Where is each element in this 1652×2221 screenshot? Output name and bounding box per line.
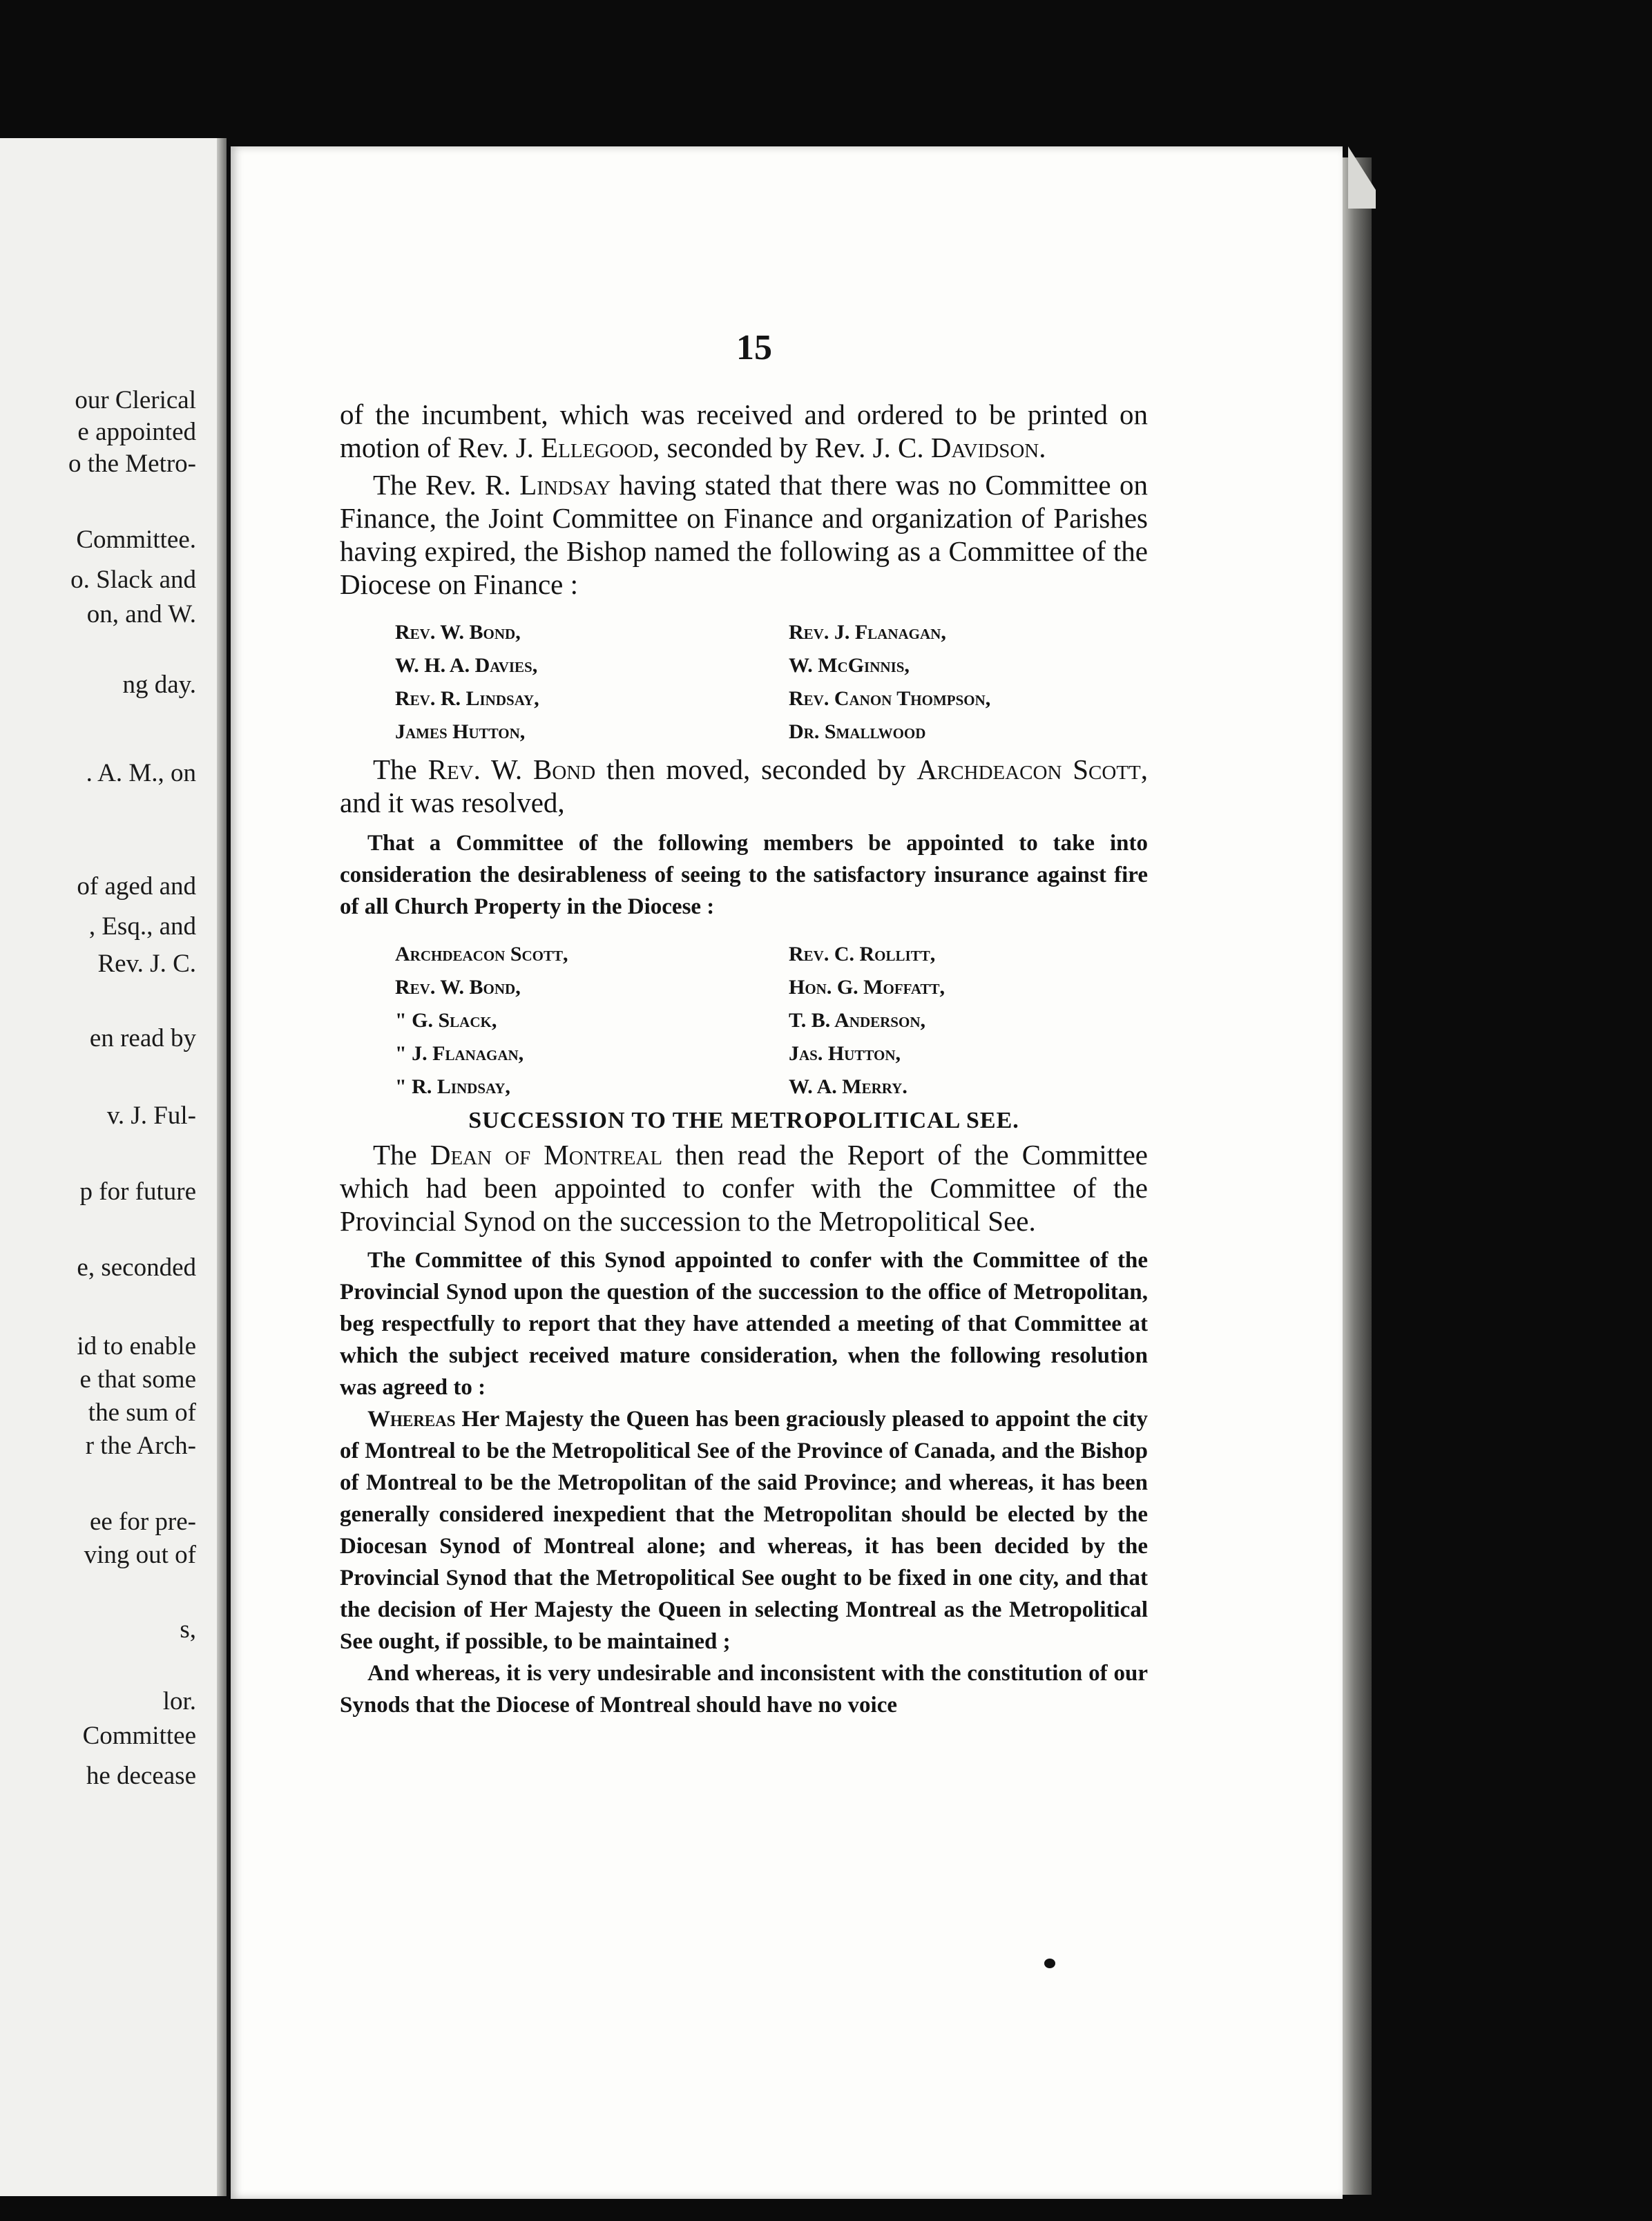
left-page-line: ng day. xyxy=(122,671,196,699)
left-page-line: r the Arch- xyxy=(85,1432,196,1460)
committee-member: " G. Slack, xyxy=(395,1009,497,1032)
committee-member: Rev. W. Bond, xyxy=(395,621,521,644)
left-page-line: e that some xyxy=(79,1365,196,1394)
paragraph-7: Whereas Her Majesty the Queen has been graciously pleased to appoint the city of Montreal to be the Metropolitical See of the Province of Canada, and the Bishop of Montreal to be the Metropolitan of the said Province; and whereas, it has been generally considered inexpedient that the Metropolitan should be elected by the Diocesan Synod of Montreal alone; and whereas, it has been decided by the Provincial Synod that the Metropolitical See ought to be fixed in one city, and that the decision of Her Majesty the Queen in selecting Montreal as the Metropolitical See ought, if possible, to be maintained ; xyxy=(340,1407,1148,1654)
left-page-line: o the Metro- xyxy=(68,450,196,478)
paragraph-5: The Dean of Montreal then read the Report of the Committee which had been appointed to confer with the Committee of the Provincial Synod on the succession to the Metropolitical See. xyxy=(340,1139,1148,1237)
paragraph-8: And whereas, it is very undesirable and inconsistent with the constitution of our Synods that the Diocese of Montreal should have no voice xyxy=(340,1661,1148,1718)
left-page-line: ee for pre- xyxy=(89,1508,196,1536)
committee-member: Dr. Smallwood xyxy=(789,720,926,743)
left-page-line: e, seconded xyxy=(77,1253,196,1282)
committee-member: James Hutton, xyxy=(395,720,526,743)
page-edge xyxy=(1343,157,1372,2195)
book-spine xyxy=(217,138,227,2196)
paragraph-6: The Committee of this Synod appointed to confer with the Committee of the Provincial Synod upon the question of the succession to the office of Metropolitan, beg respectfully to report that they have attended a meeting of that Committee at which the subject received mature consideration, when the following resolution was agreed to : xyxy=(340,1248,1148,1400)
left-page-line: our Clerical xyxy=(75,386,196,414)
page-content xyxy=(340,398,1148,1721)
name-lindsay: Lindsay xyxy=(519,469,611,501)
left-page-line: he decease xyxy=(86,1762,196,1790)
committee-member: Rev. Canon Thompson, xyxy=(789,687,991,710)
committee-member: Rev. J. Flanagan, xyxy=(789,621,946,644)
committee-member: Rev. R. Lindsay, xyxy=(395,687,539,710)
left-page-line: . A. M., on xyxy=(86,759,196,787)
name-ellegood: Ellegood xyxy=(541,432,653,463)
left-page-line: Committee. xyxy=(76,526,196,554)
section-heading: SUCCESSION TO THE METROPOLITICAL SEE. xyxy=(468,1108,1019,1133)
left-page-line: p for future xyxy=(79,1177,196,1206)
committee-member: Rev. W. Bond, xyxy=(395,976,521,999)
committee-member: " J. Flanagan, xyxy=(395,1042,524,1065)
left-page-line: e appointed xyxy=(77,418,196,446)
committee-member: Hon. G. Moffatt, xyxy=(789,976,945,999)
left-page-line: v. J. Ful- xyxy=(106,1102,196,1130)
left-page-line: , Esq., and xyxy=(88,912,196,941)
paragraph-2: The Rev. R. Lindsay having stated that there was no Committee on Finance, the Joint Committee on Finance and organization of Parishes having expired, the Bishop named the following as a Committee of the Diocese on Finance : xyxy=(340,469,1148,600)
committee-member: Rev. C. Rollitt, xyxy=(789,943,936,965)
committee-member: T. B. Anderson, xyxy=(789,1009,925,1032)
name-davidson: Davidson xyxy=(930,432,1039,463)
page-number: 15 xyxy=(736,328,772,367)
committee-member: W. H. A. Davies, xyxy=(395,654,538,677)
left-page-line: on, and W. xyxy=(86,600,196,628)
page-corner xyxy=(1348,146,1376,209)
left-page-line: lor. xyxy=(162,1687,196,1715)
whereas-word: Whereas xyxy=(367,1407,456,1432)
left-page-line: o. Slack and xyxy=(70,566,196,594)
left-page-line: en read by xyxy=(89,1024,196,1052)
committee-member: Jas. Hutton, xyxy=(789,1042,901,1065)
left-page-line: the sum of xyxy=(88,1398,196,1427)
committee-member: " R. Lindsay, xyxy=(395,1075,510,1098)
committee-member: Archdeacon Scott, xyxy=(395,943,568,965)
insurance-committee-list xyxy=(395,938,1148,1104)
left-page-line: s, xyxy=(180,1615,196,1644)
finance-committee-list xyxy=(395,616,1148,749)
committee-member: W. McGinnis, xyxy=(789,654,910,677)
left-page xyxy=(0,138,227,2196)
ink-speck xyxy=(1044,1959,1055,1968)
left-page-line: Rev. J. C. xyxy=(97,950,196,978)
committee-member: W. A. Merry. xyxy=(789,1075,907,1098)
name-dean-of-montreal: Dean of Montreal xyxy=(430,1139,663,1171)
name-scott: Archdeacon Scott xyxy=(916,753,1141,785)
left-page-line: id to enable xyxy=(77,1332,196,1361)
left-page-line: ving out of xyxy=(84,1541,196,1569)
paragraph-1: of the incumbent, which was received and ordered to be printed on motion of Rev. J. Ellegood, seconded by Rev. J. C. Davidson. xyxy=(340,398,1148,463)
paragraph-3: The Rev. W. Bond then moved, seconded by Archdeacon Scott, and it was resolved, xyxy=(340,753,1148,818)
left-page-line: of aged and xyxy=(77,872,196,901)
paragraph-4: That a Committee of the following members be appointed to take into consideration the desirableness of seeing to the satisfactory insurance against fire of all Church Property in the Diocese : xyxy=(340,831,1148,919)
left-page-line: Committee xyxy=(82,1722,196,1750)
name-bond: Rev. W. Bond xyxy=(428,753,596,785)
